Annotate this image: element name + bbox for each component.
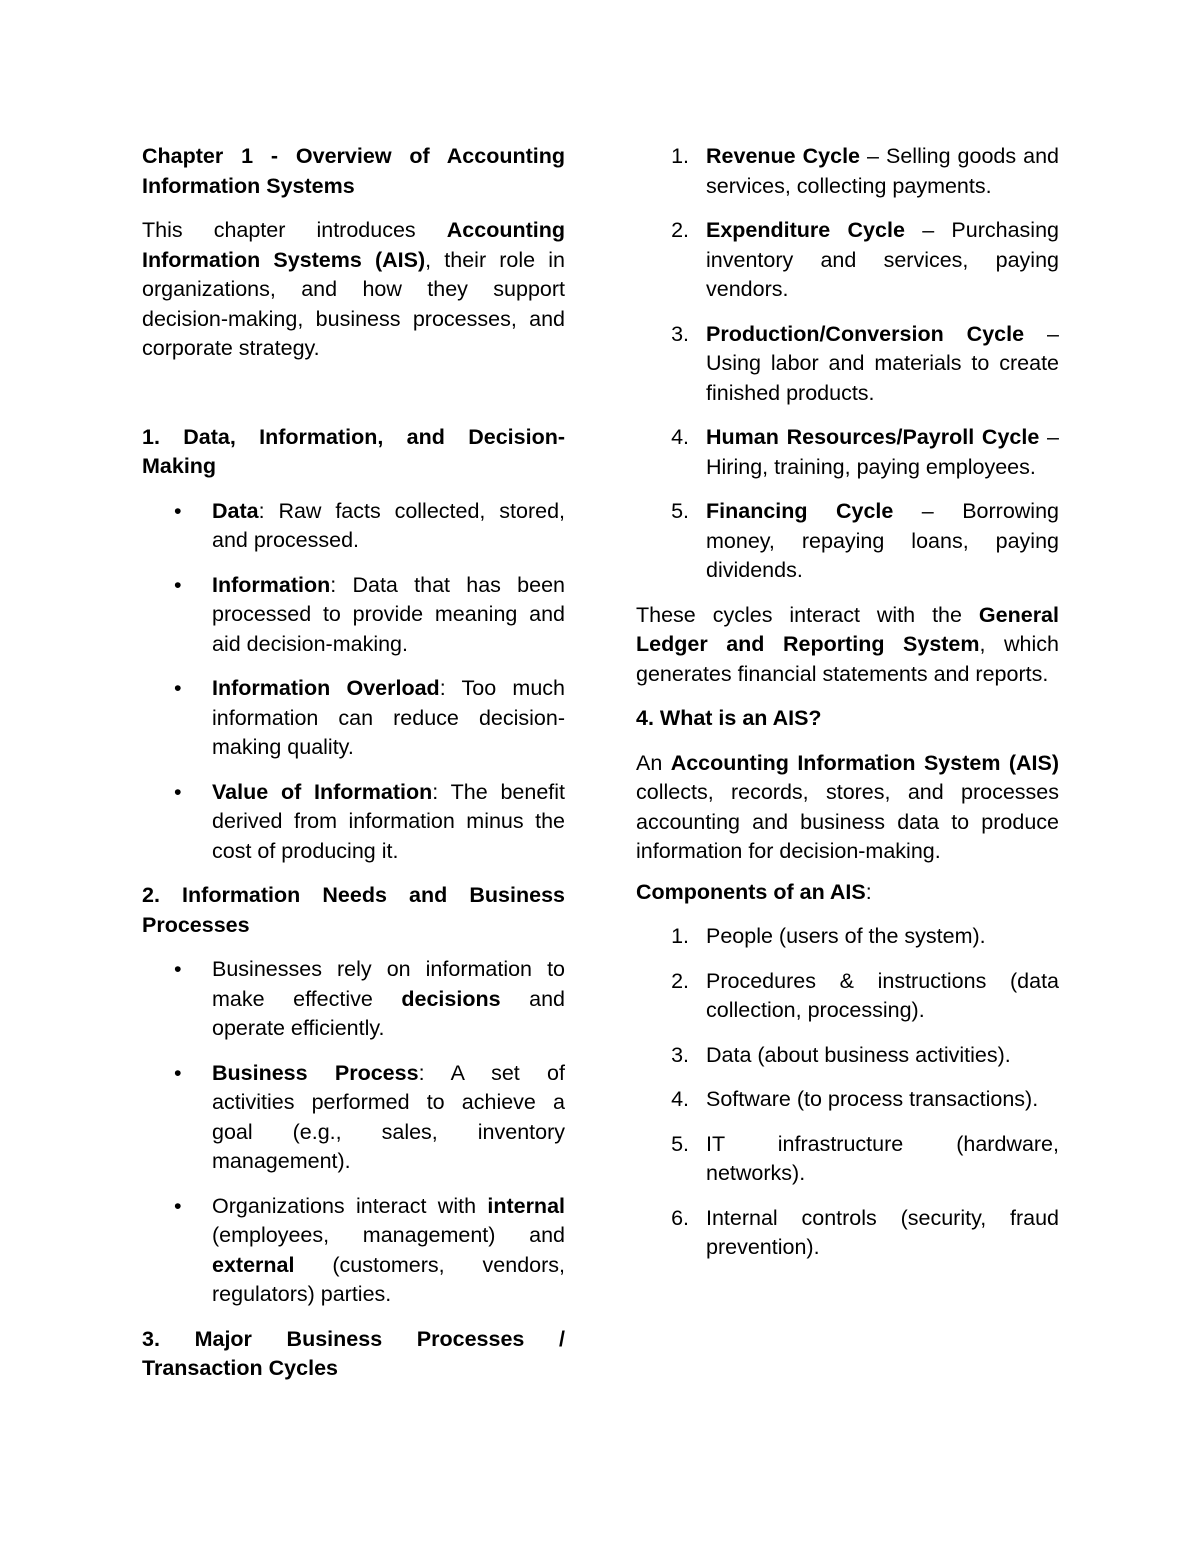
ais-definition — [636, 749, 1059, 867]
list-number: 5. — [671, 1131, 689, 1156]
text: IT infrastructure (hardware, networks). — [706, 1131, 1059, 1185]
list-item — [636, 320, 1059, 409]
list-item — [142, 1059, 565, 1177]
term: Data — [212, 498, 259, 523]
intro-text: This chapter introduces — [142, 218, 447, 242]
term: Human Resources/Payroll Cycle — [706, 425, 1040, 449]
colon: : — [865, 879, 872, 904]
list-item — [142, 674, 565, 763]
text: People (users of the system). — [706, 924, 986, 948]
definition: : The benefit derived from information minus the cost of producing it. — [212, 779, 565, 863]
section-1-list — [142, 497, 565, 867]
list-number: 3. — [671, 321, 689, 346]
definition: : Data that has been processed to provide meaning and aid decision-making. — [212, 572, 565, 656]
term: General Ledger and Reporting System — [636, 602, 1059, 656]
list-number: 5. — [671, 499, 689, 523]
chapter-title: Chapter 1 - Overview of Accounting Information Systems — [142, 144, 565, 198]
text: Organizations interact with — [212, 1193, 488, 1218]
term: Financing Cycle — [706, 499, 894, 523]
list-item — [636, 1130, 1059, 1189]
term: internal — [487, 1193, 565, 1218]
bullet-icon: • — [174, 957, 182, 981]
text: These cycles interact with the — [636, 602, 979, 627]
text: Data (about business activities). — [706, 1042, 1011, 1067]
list-number: 6. — [671, 1205, 689, 1230]
section-1-heading: 1. Data, Information, and Decision-Making — [142, 424, 565, 478]
intro-text: , their role in organizations, and how they support decision-making, business processes, and corporate strategy. — [142, 247, 565, 360]
term: decisions — [401, 986, 501, 1011]
heading-text: Components of an AIS — [636, 879, 866, 904]
list-item — [636, 497, 1059, 586]
bullet-icon: • — [174, 1193, 182, 1218]
list-item — [142, 778, 565, 867]
text: and operate efficiently. — [212, 986, 565, 1040]
list-item — [142, 1192, 565, 1310]
list-item — [636, 922, 1059, 952]
section-2-list — [142, 955, 565, 1310]
list-number: 4. — [671, 425, 689, 449]
section-4-heading: 4. What is an AIS? — [636, 706, 822, 730]
components-heading — [636, 878, 1059, 908]
text: – Purchasing inventory and services, paying vendors. — [706, 218, 1059, 301]
text: – Borrowing money, repaying loans, paying dividends. — [706, 499, 1060, 582]
term: Value of Information — [212, 779, 433, 804]
text: (employees, management) and — [212, 1223, 565, 1247]
definition: : Raw facts collected, stored, and processed. — [212, 498, 565, 552]
text: An — [636, 750, 671, 775]
list-item — [636, 1085, 1059, 1115]
text: Software (to process transactions). — [706, 1087, 1039, 1111]
list-item — [636, 423, 1059, 482]
term: external — [212, 1252, 295, 1277]
text: – Using labor and materials to create finished products. — [706, 321, 1059, 405]
text: (customers, vendors, regulators) parties. — [212, 1252, 565, 1306]
term: Information — [212, 572, 331, 597]
list-item — [142, 571, 565, 660]
list-number: 2. — [671, 968, 689, 993]
intro-bold: Accounting Information Systems (AIS) — [142, 218, 565, 272]
list-item — [636, 216, 1059, 305]
text: : A set of activities performed to achieve a goal (e.g., sales, inventory management). — [212, 1060, 565, 1173]
term: Accounting Information System (AIS) — [670, 750, 1059, 775]
spacer — [142, 379, 565, 423]
list-item — [142, 497, 565, 556]
cycles-list — [636, 142, 1059, 586]
bullet-icon: • — [174, 572, 182, 597]
list-item — [142, 955, 565, 1044]
text: , which generates financial statements and reports. — [636, 632, 1059, 686]
term: Expenditure Cycle — [706, 218, 905, 242]
text: Businesses rely on information to make effective — [212, 957, 565, 1011]
right-column — [636, 142, 1059, 1278]
list-item — [636, 1204, 1059, 1263]
text: collects, records, stores, and processes accounting and business data to produce information for decision-making. — [636, 780, 1059, 863]
list-number: 2. — [671, 218, 689, 242]
list-item — [636, 142, 1059, 201]
list-item — [636, 967, 1059, 1026]
term: Revenue Cycle — [706, 144, 861, 168]
list-item — [636, 1041, 1059, 1071]
bullet-icon: • — [174, 779, 182, 804]
section-2-heading: 2. Information Needs and Business Processes — [142, 883, 565, 937]
section-3-heading: 3. Major Business Processes / Transaction Cycles — [142, 1326, 565, 1380]
list-number: 3. — [671, 1042, 689, 1067]
cycles-note — [636, 601, 1059, 690]
definition: : Too much information can reduce decision-making quality. — [212, 676, 565, 759]
list-number: 4. — [671, 1087, 689, 1111]
intro-paragraph — [142, 216, 565, 364]
bullet-icon: • — [174, 1060, 182, 1085]
term: Business Process — [212, 1060, 419, 1085]
text: – Hiring, training, paying employees. — [706, 425, 1059, 479]
list-number: 1. — [671, 924, 689, 948]
text: Internal controls (security, fraud prevention). — [706, 1205, 1059, 1259]
term: Production/Conversion Cycle — [706, 321, 1025, 346]
bullet-icon: • — [174, 676, 182, 700]
text: Procedures & instructions (data collection, processing). — [706, 968, 1059, 1022]
bullet-icon: • — [174, 498, 182, 523]
term: Information Overload — [212, 676, 440, 700]
components-list — [636, 922, 1059, 1263]
list-number: 1. — [671, 144, 689, 168]
text: – Selling goods and services, collecting payments. — [706, 144, 1060, 198]
left-column — [142, 142, 565, 1399]
